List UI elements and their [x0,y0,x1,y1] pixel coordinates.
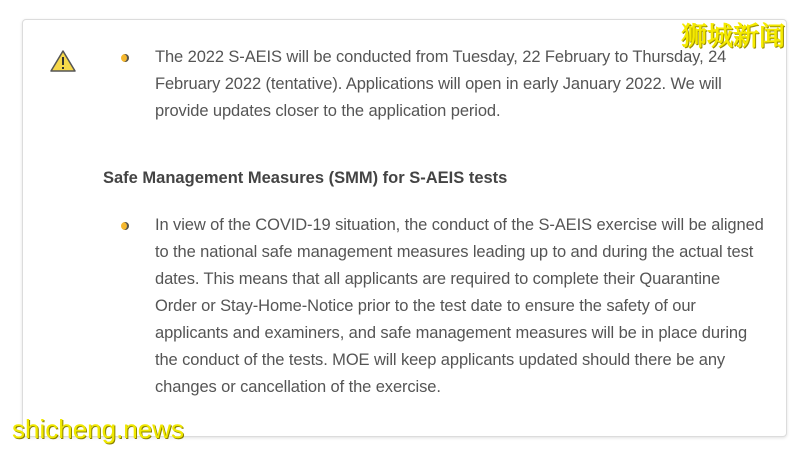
warning-triangle-icon [50,49,76,73]
notice-item-smm: In view of the COVID-19 situation, the conduct of the S-AEIS exercise will be aligned to the national safe management measures leading up to and during the actual test dates. This means that all applicants are required to complete their Quarantine Order or Stay-Home-Notice prior to the test date to ensure the safety of our applicants and examiners, and safe management measures will be in place during the conduct of the tests. MOE will keep applicants updated should there be any changes or cancellation of the exercise. [155,216,764,396]
bullet-icon [121,54,129,62]
section-heading: Safe Management Measures (SMM) for S-AEIS tests [103,169,508,187]
bullet-icon [121,222,129,230]
notice-item-dates: The 2022 S-AEIS will be conducted from Tuesday, 22 February to Thursday, 24 February 2022 (tentative). Applications will open in early January 2022. We will provide updates closer to the application period. [155,48,727,120]
watermark-cn: 狮城新闻 [680,21,785,51]
watermark-en: shicheng.news [12,414,184,444]
